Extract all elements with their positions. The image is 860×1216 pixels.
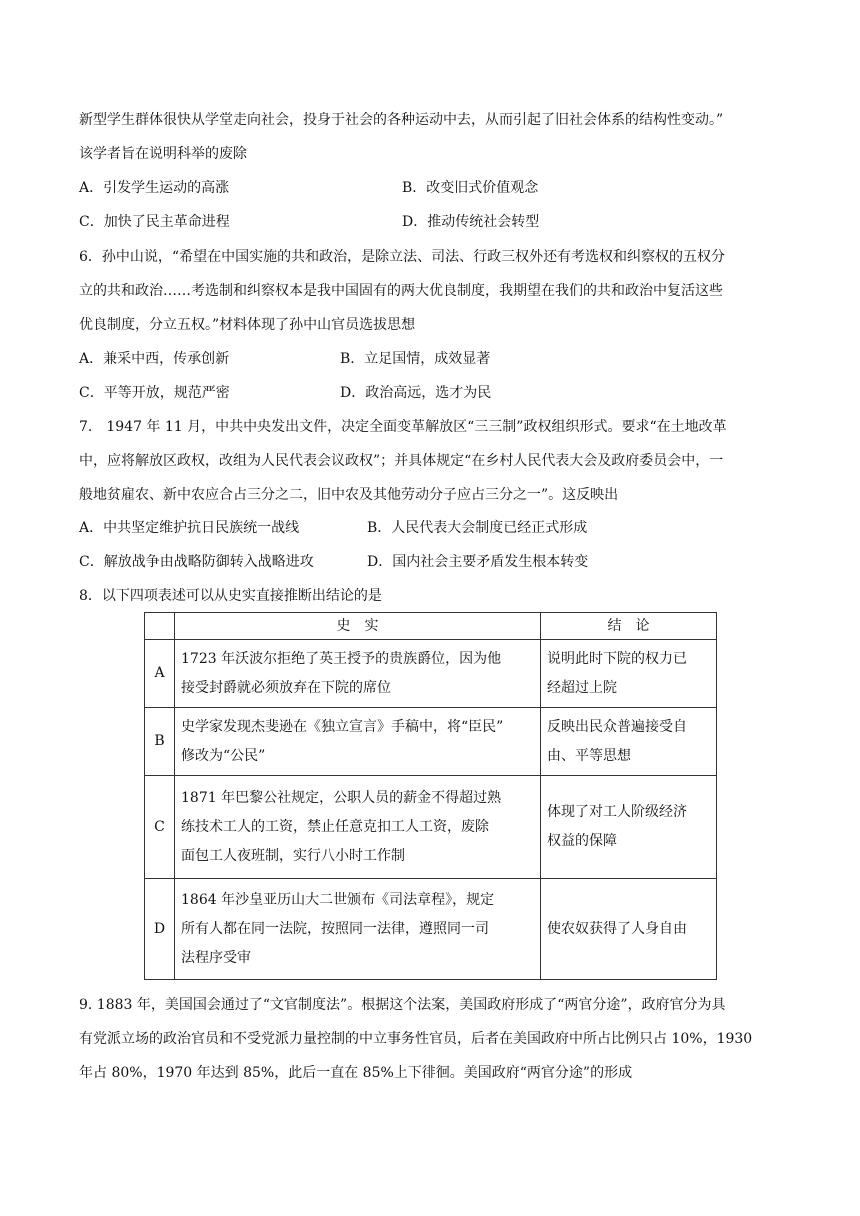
row-conclusion-line: 权益的保障: [547, 833, 617, 849]
q7-stem-line-1: 7. 1947 年 11 月，中共中央发出文件，决定全面变革解放区“三三制”政权组织形式。要求“在土地改革: [79, 419, 727, 435]
q5-option-d: D．推动传统社会转型: [402, 214, 540, 230]
q5-option-a: A．引发学生运动的高涨: [79, 180, 230, 196]
header-letter-cell: [145, 613, 175, 640]
q6-stem-line-3: 优良制度，分立五权。”材料体现了孙中山官员选拔思想: [79, 317, 416, 333]
row-conclusion: [541, 708, 717, 776]
table-row: [145, 640, 717, 708]
row-letter: B: [145, 708, 175, 776]
table-header-row: [145, 613, 717, 640]
row-fact-line: 1723 年沃波尔拒绝了英王授予的贵族爵位，因为他: [181, 650, 502, 667]
q5-stem-line-1: 新型学生群体很快从学堂走向社会，投身于社会的各种运动中去，从而引起了旧社会体系的结构性变动。”: [79, 112, 724, 128]
table-row: [145, 879, 717, 980]
row-fact-line: 法程序受审: [181, 949, 251, 966]
header-fact: 史 实: [175, 613, 541, 640]
row-conclusion: [541, 776, 717, 879]
q6-option-b: B．立足国情，成效显著: [340, 351, 491, 367]
q7-option-b: B．人民代表大会制度已经正式形成: [367, 520, 588, 536]
q7-stem-line-2: 中，应将解放区政权，改组为人民代表会议政权”；并具体规定“在乡村人民代表大会及政府委员会中，一: [79, 453, 724, 469]
table-row: [145, 776, 717, 879]
row-conclusion-line: 说明此时下院的权力已: [547, 650, 687, 667]
q7-option-c: C．解放战争由战略防御转入战略进攻: [79, 554, 314, 570]
q9-stem-line-2: 有党派立场的政治官员和不受党派力量控制的中立事务性官员，后者在美国政府中所占比例只占 10%，1930: [79, 1031, 753, 1047]
row-fact-line: 修改为“公民”: [181, 747, 266, 764]
row-fact-line: 1864 年沙皇亚历山大二世颁布《司法章程》，规定: [181, 891, 495, 908]
q7-option-a: A．中共坚定维护抗日民族统一战线: [79, 520, 300, 536]
q6-option-c: C．平等开放，规范严密: [79, 385, 230, 401]
row-fact-line: 史学家发现杰斐逊在《独立宣言》手稿中，将“臣民”: [181, 718, 504, 735]
row-fact: [175, 708, 541, 776]
header-conclusion: 结 论: [541, 613, 717, 640]
row-fact-line: 练技术工人的工资，禁止任意克扣工人工资，废除: [181, 818, 489, 835]
q5-option-b: B．改变旧式价值观念: [402, 180, 539, 196]
q9-stem-line-1: 9. 1883 年，美国国会通过了“文官制度法”。根据这个法案，美国政府形成了“两官分途”，政府官分为具: [79, 997, 726, 1013]
q7-stem-line-3: 般地贫雇农、新中农应合占三分之二，旧中农及其他劳动分子应占三分之一”。这反映出: [79, 487, 619, 503]
row-letter: D: [145, 879, 175, 980]
row-fact: [175, 640, 541, 708]
row-conclusion: [541, 879, 717, 980]
row-letter: C: [145, 776, 175, 879]
row-conclusion-line: 使农奴获得了人身自由: [547, 920, 687, 937]
q8-stem: 8．以下四项表述可以从史实直接推断出结论的是: [79, 588, 382, 604]
q6-stem-line-2: 立的共和政治……考选制和纠察权本是我中国固有的两大优良制度，我期望在我们的共和政治中复活这些: [79, 283, 723, 299]
q9-stem-line-3: 年占 80%，1970 年达到 85%，此后一直在 85%上下徘徊。美国政府“两官分途”的形成: [79, 1065, 633, 1081]
row-letter: A: [145, 640, 175, 708]
row-fact-line: 面包工人夜班制，实行八小时工作制: [181, 847, 405, 864]
row-conclusion-line: 体现了对工人阶级经济: [547, 804, 687, 820]
q6-option-a: A．兼采中西，传承创新: [79, 351, 230, 367]
row-conclusion-line: 由、平等思想: [547, 747, 631, 764]
row-fact-line: 接受封爵就必须放弃在下院的席位: [181, 679, 391, 696]
row-conclusion-line: 经超过上院: [547, 679, 617, 696]
row-conclusion: [541, 640, 717, 708]
row-conclusion-line: 反映出民众普遍接受自: [547, 718, 687, 735]
q5-stem-line-2: 该学者旨在说明科举的废除: [79, 146, 247, 162]
row-fact: [175, 776, 541, 879]
row-fact: [175, 879, 541, 980]
row-fact-line: 1871 年巴黎公社规定，公职人员的薪金不得超过熟: [181, 789, 502, 806]
row-fact-line: 所有人都在同一法院，按照同一法律，遵照同一司: [181, 920, 489, 937]
q7-option-d: D．国内社会主要矛盾发生根本转变: [367, 554, 589, 570]
q6-stem-line-1: 6．孙中山说，“希望在中国实施的共和政治，是除立法、司法、行政三权外还有考选权和纠察权的五权分: [79, 249, 726, 265]
table-row: [145, 708, 717, 776]
q6-option-d: D．政治高远，选才为民: [340, 385, 492, 401]
q8-facts-table: [144, 612, 717, 980]
q5-option-c: C．加快了民主革命进程: [79, 214, 230, 230]
